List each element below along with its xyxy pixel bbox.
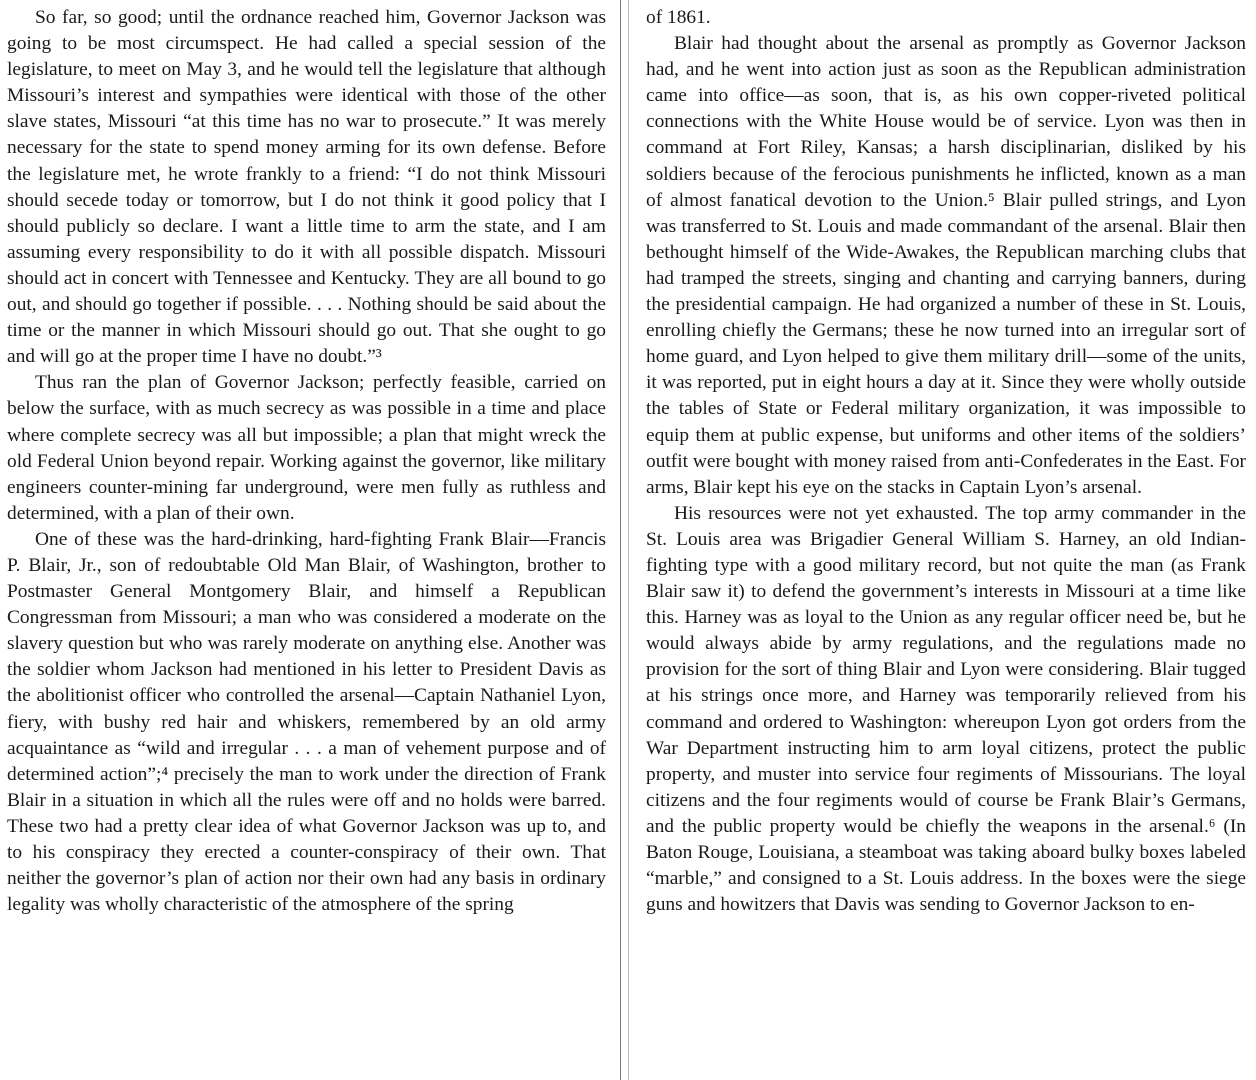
paragraph-blair-and-lyon: One of these was the hard-drinking, hard-fighting Frank Blair—Francis P. Blair, Jr., son of redoubtable Old Man Blair, of Washington, brother to Postmaster General Montgomery Blair, and himself a Republican Congressman from Missouri; a man who was considered a moderate on the slavery question but who was rarely moderate on anything else. Another was the soldier whom Jackson had mentioned in his letter to President Davis as the abolitionist officer who controlled the arsenal—Captain Nathaniel Lyon, fiery, with bushy red hair and whiskers, remembered by an old army acquaintance as “wild and irregular . . . a man of vehement purpose and of determined action”;⁴ precisely the man to work under the direction of Frank Blair in a situation in which all the rules were off and no holds were barred. These two had a pretty clear idea of what Governor Jackson was up to, and to his conspiracy they erected a counter-conspiracy of their own. That neither the governor’s plan of action nor their own had any basis in ordinary legality was wholly characteristic of the atmosphere of the spring [7, 528, 606, 916]
paragraph-harney: His resources were not yet exhausted. The top army commander in the St. Louis area was Brigadier General William S. Harney, an old Indian-fighting type with a good military record, but not quite the man (as Frank Blair saw it) to defend the government’s interests in Missouri at a time like this. Harney was as loyal to the Union as any regular officer need be, but he would always abide by army regulations, and the regulations made no provision for the sort of thing Blair and Lyon were considering. Blair tugged at his strings once more, and Harney was temporarily relieved from his command and ordered to Washington: whereupon Lyon got orders from the War Department instructing him to arm loyal citizens, protect the public property, and muster into service four regiments of Missourians. The loyal citizens and the four regiments would of course be Frank Blair’s Germans, and the public property would be chiefly the weapons in the arsenal.⁶ (In Baton Rouge, Louisiana, a steamboat was taking aboard bulky boxes labeled “marble,” and consigned to a St. Louis address. In the boxes were the siege guns and howitzers that Davis was sending to Governor Jackson to en- [646, 502, 1246, 916]
page-gutter [620, 0, 629, 1080]
paragraph-plan-of-jackson: Thus ran the plan of Governor Jackson; perfectly feasible, carried on below the surface, with as much secrecy as was possible in a time and place where complete secrecy was all but impossible; a plan that might wreck the old Federal Union beyond repair. Working against the governor, like military engineers counter-mining far underground, were men fully as ruthless and determined, with a plan of their own. [7, 372, 606, 524]
paragraph-jackson-circumspect: So far, so good; until the ordnance reached him, Governor Jackson was going to be most circumspect. He had called a special session of the legislature, to meet on May 3, and he would tell the legislature that although Missouri’s interest and sympathies were identical with those of the other slave states, Missouri “at this time has no war to prosecute.” It was merely necessary for the state to spend money arming for its own defense. Before the legislature met, he wrote frankly to a friend: “I do not think Missouri should secede today or tomorrow, but I do not think it good policy that I should publicly so declare. I want a little time to arm the state, and I am assuming every responsibility to do it with all possible dispatch. Missouri should act in concert with Tennessee and Kentucky. They are all bound to go out, and should go together if possible. . . . Nothing should be said about the time or the manner in which Missouri should go out. That she ought to go and will go at the proper time I have no doubt.”³ [7, 7, 606, 368]
paragraph-blair-arsenal: Blair had thought about the arsenal as promptly as Governor Jackson had, and he went into action just as soon as the Republican administration came into office—as soon, that is, as his own copper-riveted political connections with the White House would be of service. Lyon was then in command at Fort Riley, Kansas; a harsh disciplinarian, disliked by his soldiers because of the ferocious punishments he inflicted, known as a man of almost fanatical devotion to the Union.⁵ Blair pulled strings, and Lyon was transferred to St. Louis and made commandant of the arsenal. Blair then bethought himself of the Wide-Awakes, the Republican marching clubs that had tramped the streets, singing and chanting and carrying banners, during the presidential campaign. He had organized a number of these in St. Louis, enrolling chiefly the Germans; these he now turned into an irregular sort of home guard, and Lyon helped to give them military drill—some of the units, it was reported, put in eight hours a day at it. Since they were wholly outside the tables of State or Federal military organization, it was impossible to equip them at public expense, but uniforms and other items of the soldiers’ outfit were bought with money raised from anti-Confederates in the East. For arms, Blair kept his eye on the stacks in Captain Lyon’s arsenal. [646, 33, 1246, 498]
left-column [0, 0, 620, 1080]
paragraph-continuation: of 1861. [646, 7, 711, 28]
right-column [629, 0, 1256, 1080]
